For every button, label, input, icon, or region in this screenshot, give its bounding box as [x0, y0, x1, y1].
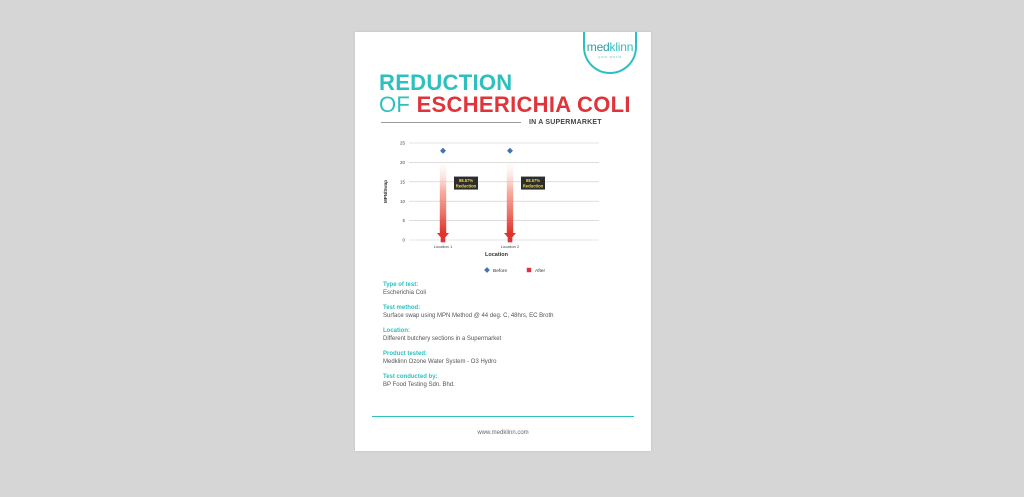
logo-text-klinn: klinn: [609, 40, 634, 54]
reduction-percent: 98.57%: [525, 178, 541, 184]
detail-value: Surface swap using MPN Method @ 44 deg. C, 48hrs, EC Broth: [383, 313, 554, 319]
detail-label: Test method:: [383, 305, 421, 311]
reduction-word: Reduction: [522, 183, 544, 189]
title-organism: ESCHERICHIA COLI: [416, 92, 631, 117]
detail-value: BP Food Testing Sdn. Bhd.: [383, 382, 455, 388]
chart-grid: [409, 143, 599, 240]
footer-divider: [372, 416, 634, 417]
reduction-arrow-shaft: [440, 157, 446, 233]
detail-value: Medklinn Ozone Water System - O3 Hydro: [383, 359, 497, 365]
x-tick-label: Location 2: [500, 244, 520, 249]
reduction-percent: 98.57%: [458, 178, 474, 184]
title-line-1: REDUCTION: [379, 70, 513, 95]
reduction-arrow-shaft: [507, 157, 513, 233]
detail-label: Test conducted by:: [383, 374, 438, 380]
legend-before-marker: [484, 267, 490, 273]
after-point: [441, 238, 446, 243]
y-tick-label: 20: [399, 160, 405, 165]
x-tick-label: Location 1: [433, 244, 453, 249]
reduction-word: Reduction: [455, 183, 477, 189]
y-axis-title: MPN/Swap: [383, 179, 388, 204]
y-tick-label: 5: [402, 218, 405, 224]
y-tick-label: 0: [402, 237, 405, 243]
title-of: OF: [379, 92, 411, 117]
test-details: [383, 281, 633, 396]
detail-label: Type of test:: [383, 282, 419, 288]
detail-label: Location:: [383, 328, 410, 334]
before-point: [507, 148, 513, 154]
medklinn-logo: [583, 32, 637, 74]
reduction-arrows: [437, 157, 516, 240]
logo-tagline: your world: [598, 54, 622, 59]
detail-value: Escherichia Coli: [383, 290, 427, 296]
document-page: [355, 32, 651, 451]
detail-label: Product tested:: [383, 351, 428, 357]
y-tick-label: 25: [399, 140, 405, 146]
after-point: [508, 238, 513, 243]
y-tick-label: 15: [399, 179, 405, 185]
logo-wordmark: [585, 40, 635, 54]
legend-before-label: Before: [493, 268, 508, 274]
before-point: [440, 148, 446, 154]
subtitle: IN A SUPERMARKET: [529, 119, 602, 126]
reduction-chart: [373, 136, 613, 286]
x-axis-title: Location: [485, 252, 508, 258]
title-line-2: [379, 92, 631, 118]
footer-website: www.medklinn.com: [477, 430, 529, 436]
title-divider: [381, 122, 521, 123]
logo-text-med: med: [586, 40, 610, 54]
legend-after-label: After: [535, 268, 546, 274]
detail-value: Different butchery sections in a Supermarket: [383, 336, 502, 342]
y-tick-label: 10: [399, 198, 405, 204]
legend-after-marker: [527, 268, 531, 272]
chart-labels: [383, 141, 546, 274]
